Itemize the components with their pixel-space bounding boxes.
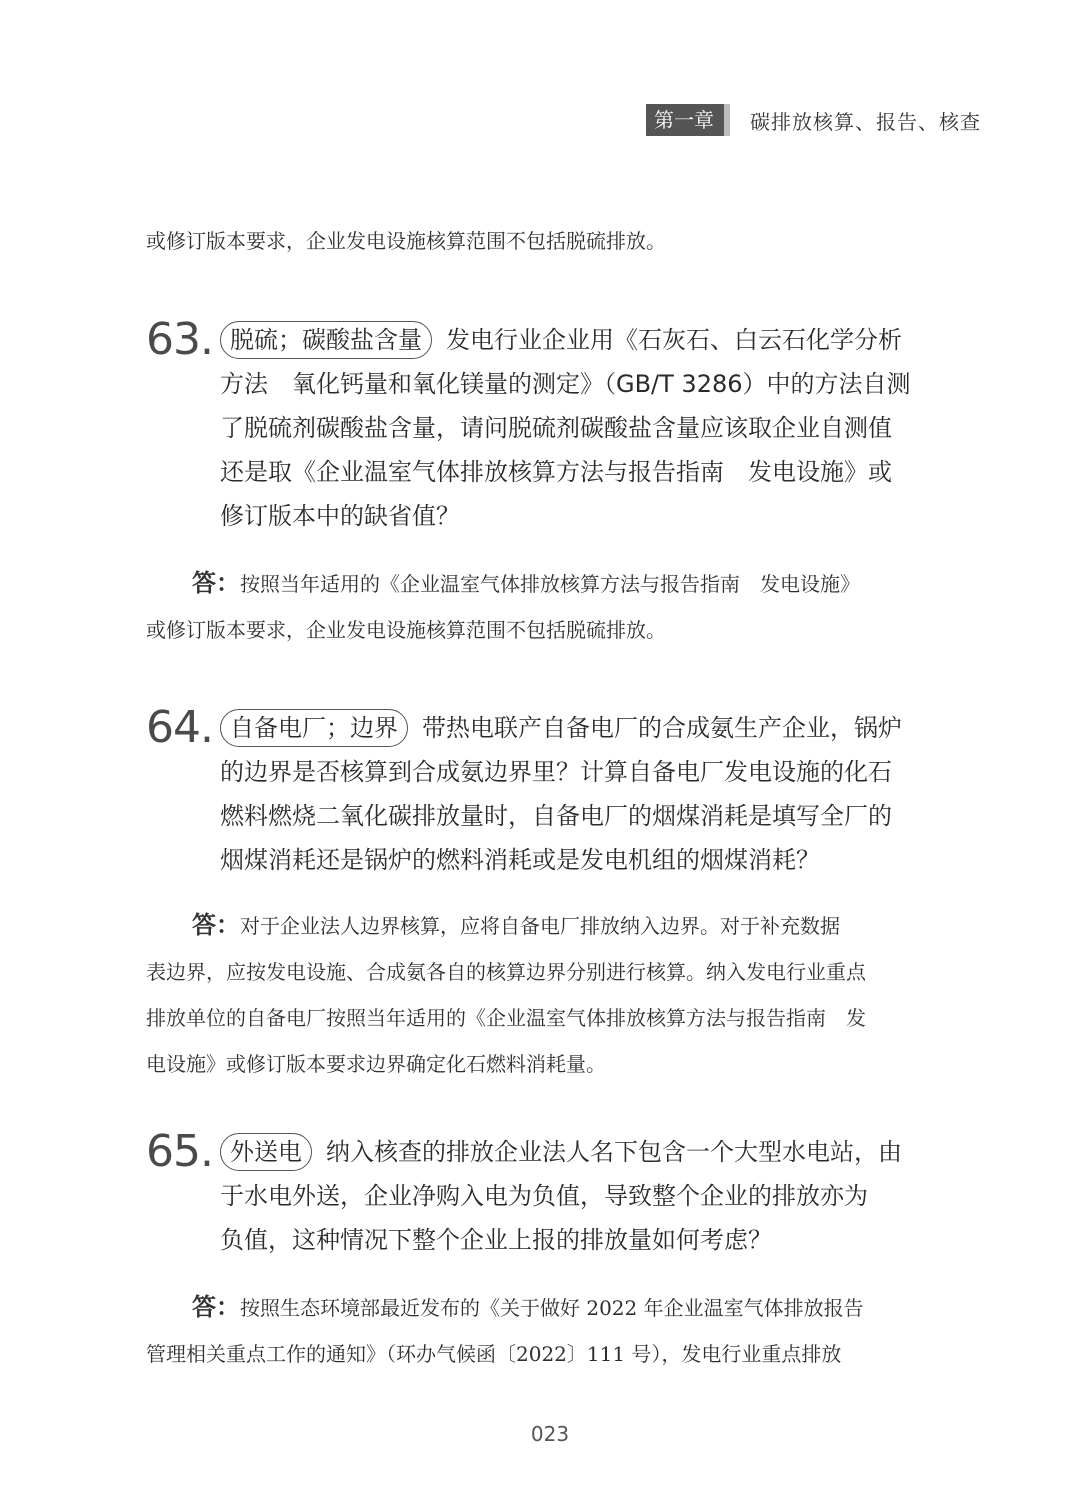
chapter-tag: 第一章 [646, 104, 724, 136]
question-line: 了脱硫剂碳酸盐含量，请问脱硫剂碳酸盐含量应该取企业自测值 [220, 414, 892, 442]
question-text [220, 1130, 956, 1262]
answer-line: 或修订版本要求，企业发电设施核算范围不包括脱硫排放。 [146, 618, 666, 642]
answer-line: 排放单位的自备电厂按照当年适用的《企业温室气体排放核算方法与报告指南 发 [146, 1006, 866, 1030]
page-number: 023 [530, 1422, 570, 1446]
question-line: 还是取《企业温室气体排放核算方法与报告指南 发电设施》或 [220, 458, 892, 486]
answer-line: 或修订版本要求，企业发电设施核算范围不包括脱硫排放。 [146, 229, 666, 253]
question-line: 于水电外送，企业净购入电为负值，导致整个企业的排放亦为 [220, 1182, 868, 1210]
answer-line: 按照当年适用的《企业温室气体排放核算方法与报告指南 发电设施》 [240, 572, 860, 596]
question-line: 负值，这种情况下整个企业上报的排放量如何考虑？ [220, 1226, 772, 1254]
question-line: 发电行业企业用《石灰石、白云石化学分析 [446, 326, 902, 354]
question-line: 烟煤消耗还是锅炉的燃料消耗或是发电机组的烟煤消耗？ [220, 846, 820, 874]
continued-answer [146, 218, 956, 264]
running-header [646, 104, 981, 136]
question-65 [146, 1126, 956, 1262]
question-number: 63. [146, 314, 213, 365]
question-line: 的边界是否核算到合成氨边界里？计算自备电厂发电设施的化石 [220, 758, 892, 786]
question-line: 带热电联产自备电厂的合成氨生产企业，锅炉 [422, 714, 902, 742]
question-tag: 脱硫；碳酸盐含量 [220, 321, 432, 359]
question-text [220, 706, 956, 882]
question-tag: 外送电 [220, 1133, 312, 1171]
question-number: 64. [146, 702, 213, 753]
answer-line: 管理相关重点工作的通知》（环办气候函〔2022〕111 号），发电行业重点排放 [146, 1342, 842, 1366]
question-line: 燃料燃烧二氧化碳排放量时，自备电厂的烟煤消耗是填写全厂的 [220, 802, 892, 830]
answer-line: 表边界，应按发电设施、合成氨各自的核算边界分别进行核算。纳入发电行业重点 [146, 960, 866, 984]
answer-65 [146, 1284, 956, 1377]
chapter-title: 碳排放核算、报告、核查 [750, 109, 981, 134]
answer-label: 答： [192, 911, 240, 939]
answer-64 [146, 902, 956, 1087]
question-tag: 自备电厂；边界 [220, 709, 408, 747]
answer-label: 答： [192, 569, 240, 597]
question-line: 纳入核查的排放企业法人名下包含一个大型水电站，由 [326, 1138, 902, 1166]
question-63 [146, 314, 956, 538]
question-line: 方法 氧化钙量和氧化镁量的测定》（GB/T 3286）中的方法自测 [220, 370, 911, 398]
answer-63 [146, 560, 956, 653]
answer-line: 电设施》或修订版本要求边界确定化石燃料消耗量。 [146, 1052, 606, 1076]
question-number: 65. [146, 1126, 213, 1177]
question-line: 修订版本中的缺省值？ [220, 502, 460, 530]
answer-line: 对于企业法人边界核算，应将自备电厂排放纳入边界。对于补充数据 [240, 914, 840, 938]
answer-line: 按照生态环境部最近发布的《关于做好 2022 年企业温室气体排放报告 [240, 1296, 864, 1320]
answer-label: 答： [192, 1293, 240, 1321]
question-text [220, 318, 956, 538]
question-64 [146, 702, 956, 882]
